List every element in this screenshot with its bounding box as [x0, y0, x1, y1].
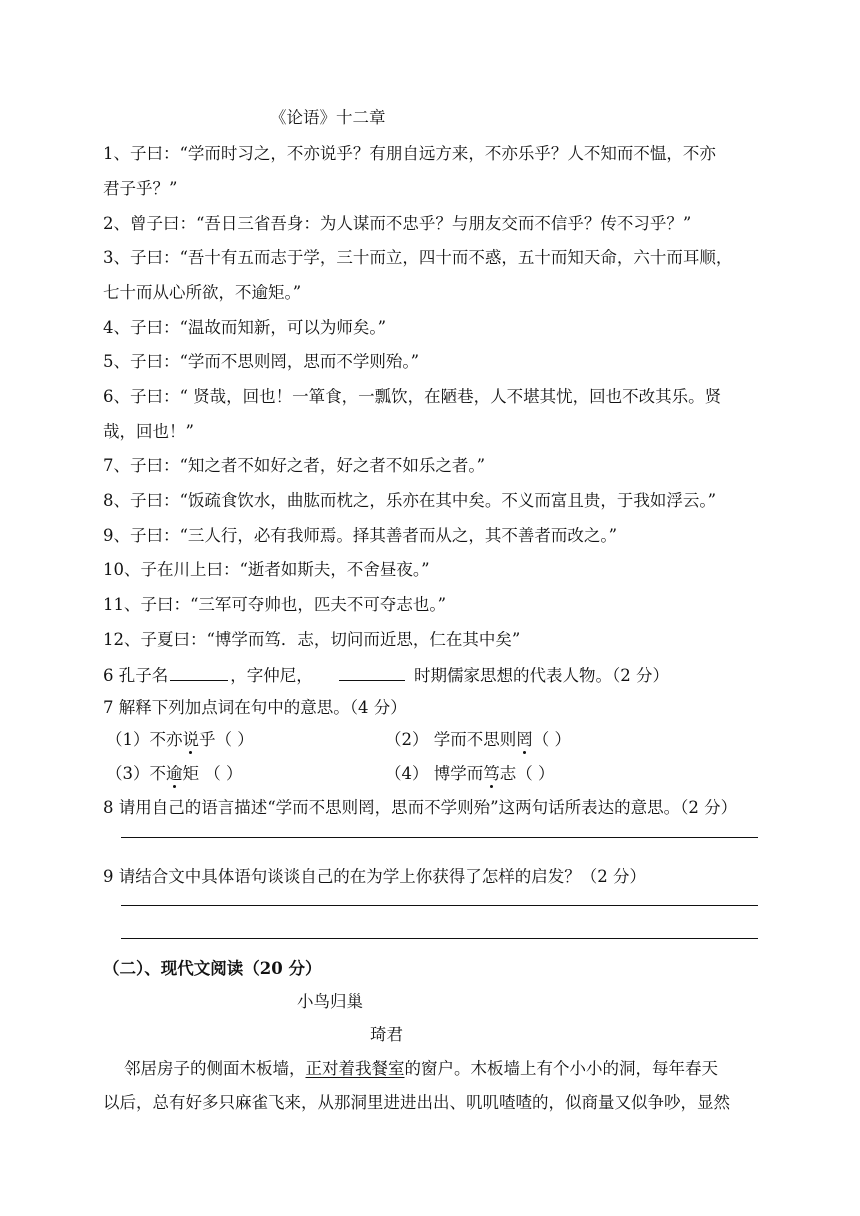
question-8: 8 请用自己的语言描述“学而不思则罔，思而不学则殆”这两句话所表达的意思。（2 分） — [103, 798, 738, 817]
paragraph-line: 以后，总有好多只麻雀飞来，从那洞里进进出出、叽叽喳喳的，似商量又似争吵，显然 — [103, 1093, 730, 1112]
question-6: 6 孔子名 ，字仲尼， 时期儒家思想的代表人物。（2 分） — [103, 663, 669, 687]
answer-line[interactable] — [121, 938, 758, 939]
article-author: 琦君 — [370, 1025, 403, 1044]
text-line: 哉，回也！” — [103, 422, 194, 441]
text-line: 12、子夏曰：“博学而笃．志，切问而近思，仁在其中矣” — [103, 630, 521, 649]
q7-item-1: （1）不亦说乎（ ） — [106, 730, 254, 749]
section-title: 《论语》十二章 — [270, 108, 386, 127]
paragraph-line: 邻居房子的侧面木板墙，正对着我餐室的窗户。木板墙上有个小小的洞，每年春天 — [103, 1059, 718, 1078]
text-line: 君子乎？” — [103, 179, 178, 198]
text-line: 7、子曰：“知之者不如好之者，好之者不如乐之者。” — [103, 456, 486, 475]
question-9: 9 请结合文中具体语句谈谈自己的在为学上你获得了怎样的启发？（2 分） — [103, 867, 646, 886]
dotted-char: 说 — [182, 730, 199, 749]
article-title: 小鸟归巢 — [297, 992, 363, 1011]
q7-item-3: （3）不逾矩 （ ） — [106, 764, 243, 783]
text-line: 6、子曰：“ 贤哉，回也！一箪食，一瓢饮，在陋巷，人不堪其忧，回也不改其乐。贤 — [103, 387, 722, 406]
dotted-char: 逾 — [166, 764, 183, 783]
q7-item-4: （4） 博学而笃志（ ） — [385, 764, 555, 783]
text-line: 1、子曰：“学而时习之，不亦说乎？有朋自远方来，不亦乐乎？人不知而不愠，不亦 — [103, 144, 716, 163]
text-line: 2、曾子曰：“吾日三省吾身：为人谋而不忠乎？与朋友交而不信乎？传不习乎？” — [103, 214, 692, 233]
section-2-heading: （二）、现代文阅读（20 分） — [103, 959, 322, 978]
underlined-phrase: 正对着我餐室 — [305, 1059, 405, 1078]
answer-line[interactable] — [121, 837, 758, 838]
text-line: 3、子曰：“吾十有五而志于学，三十而立，四十而不惑，五十而知天命，六十而耳顺， — [103, 248, 733, 267]
dotted-char: 罔 — [516, 730, 533, 749]
text-line: 10、子在川上曰：“逝者如斯夫，不舍昼夜。” — [103, 560, 430, 579]
answer-blank[interactable] — [170, 663, 228, 681]
text-line: 4、子曰：“温故而知新，可以为师矣。” — [103, 318, 387, 337]
dotted-char: 笃 — [483, 764, 500, 783]
question-7-stem: 7 解释下列加点词在句中的意思。（4 分） — [103, 698, 407, 717]
text-line: 11、子曰：“三军可夺帅也，匹夫不可夺志也。” — [103, 595, 447, 614]
q7-item-2: （2） 学而不思则罔（ ） — [385, 730, 571, 749]
text-line: 七十而从心所欲，不逾矩。” — [103, 283, 302, 302]
answer-blank[interactable] — [339, 663, 405, 681]
text-line: 8、子曰：“饭疏食饮水，曲肱而枕之，乐亦在其中矣。不义而富且贵，于我如浮云。” — [103, 491, 717, 510]
answer-line[interactable] — [121, 905, 758, 906]
text-line: 9、子曰：“三人行，必有我师焉。择其善者而从之，其不善者而改之。” — [103, 526, 618, 545]
text-line: 5、子曰：“学而不思则罔，思而不学则殆。” — [103, 352, 420, 371]
